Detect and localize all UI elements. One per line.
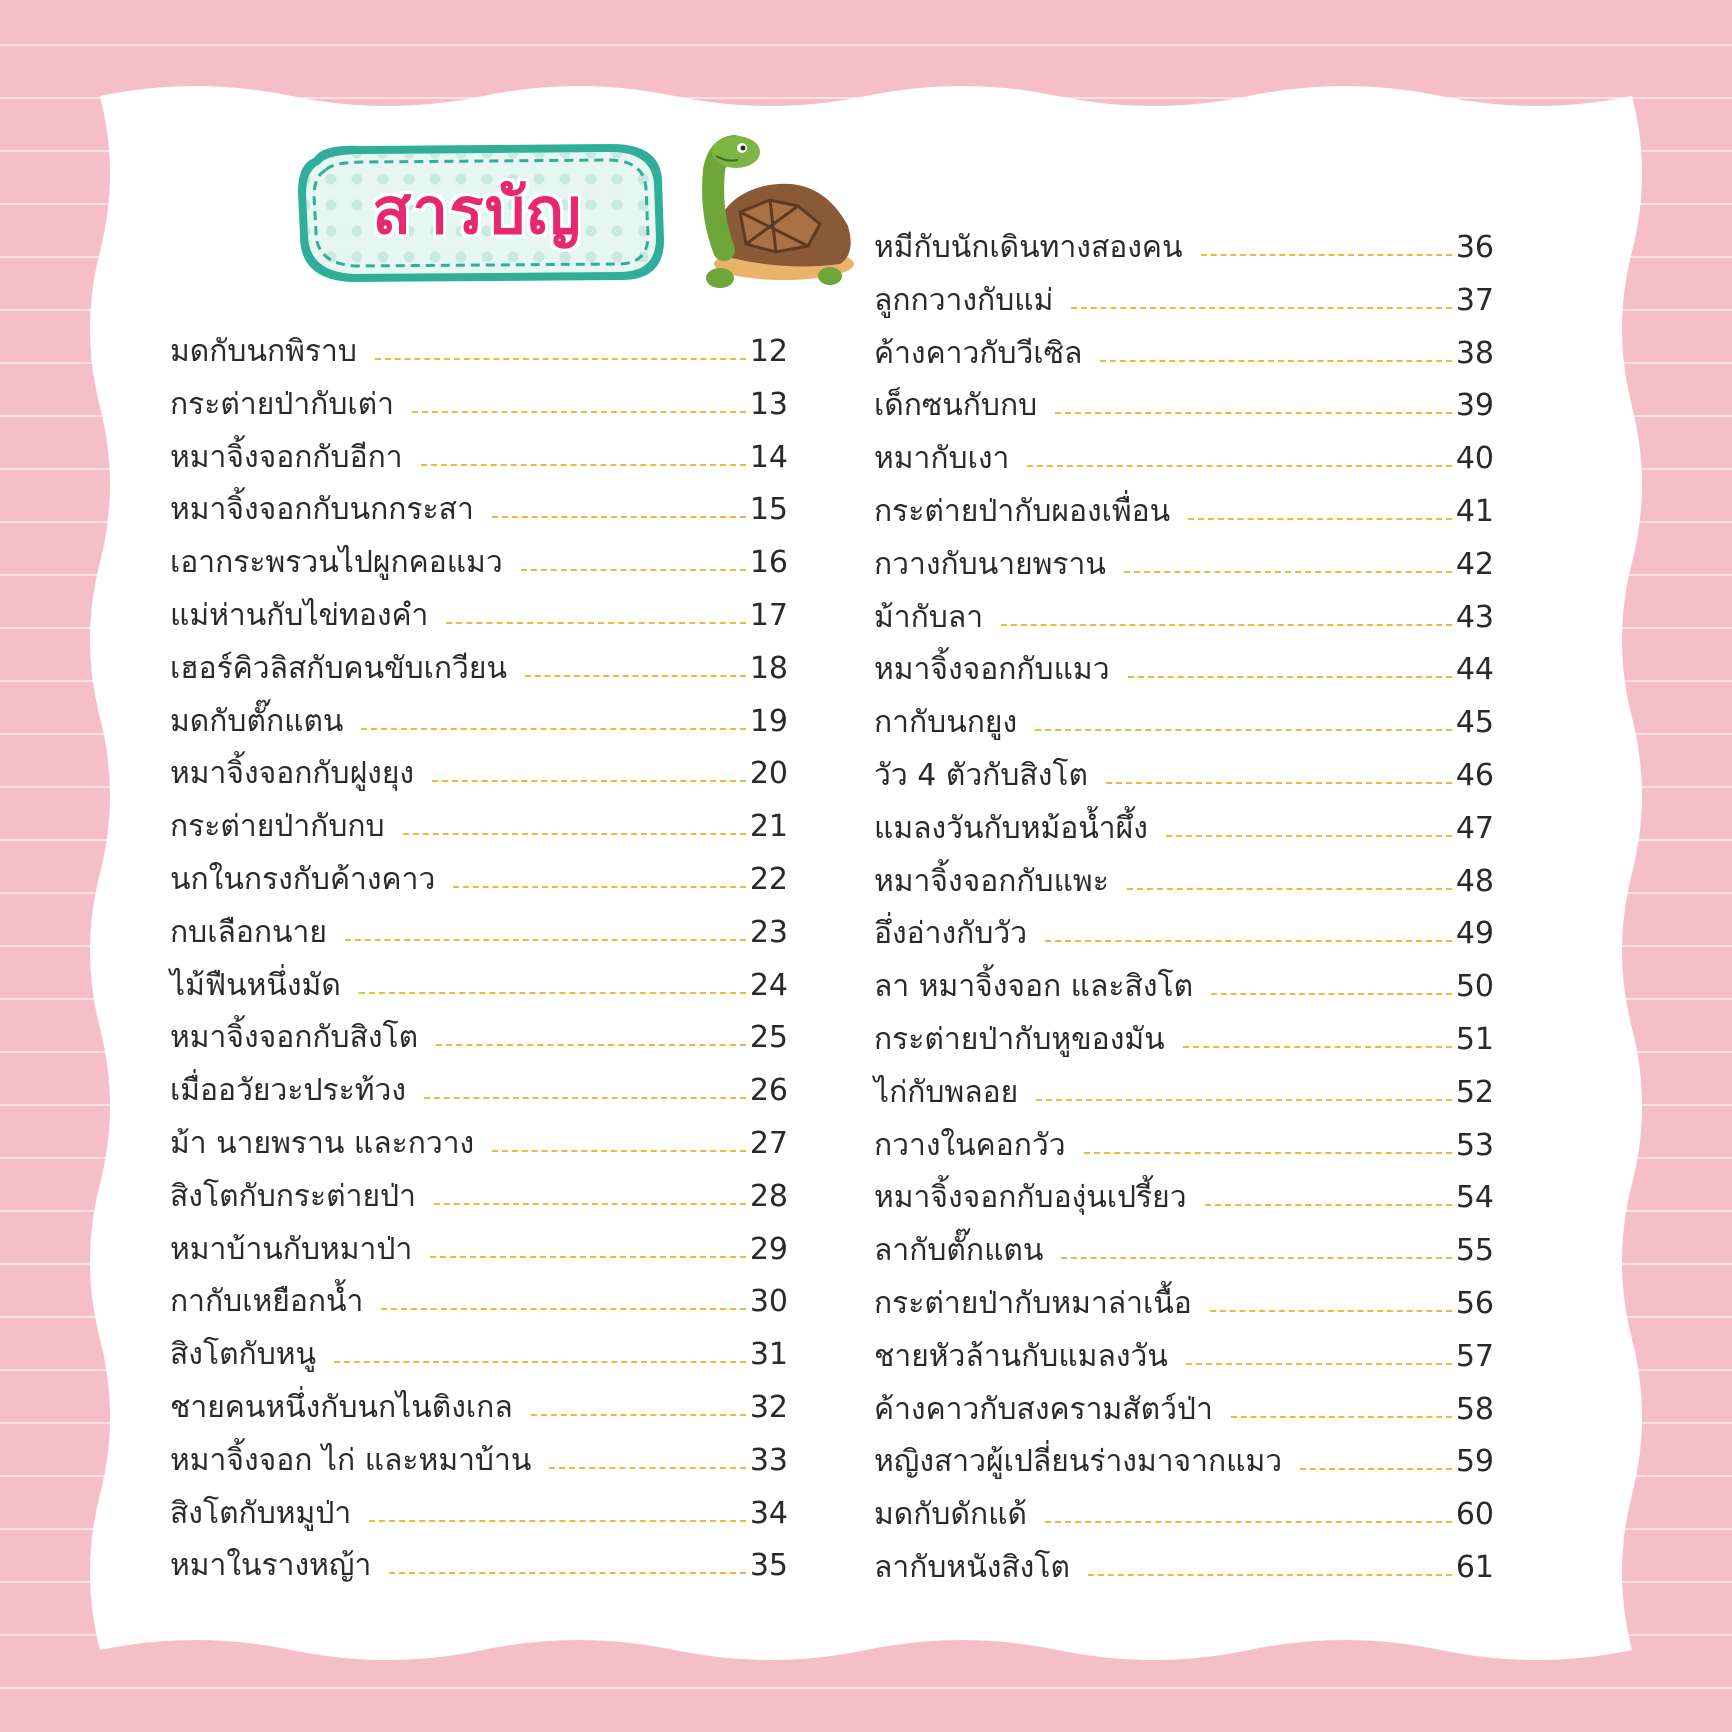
dotted-leader [1186, 1363, 1452, 1365]
dotted-leader [1045, 940, 1452, 942]
dotted-leader [1035, 729, 1452, 731]
toc-entry-title: กวางกับนายพราน [874, 546, 1106, 582]
toc-entry-page-number: 12 [749, 334, 788, 369]
toc-entry-page-number: 51 [1455, 1022, 1494, 1057]
dotted-leader [1211, 993, 1452, 995]
dotted-leader [432, 780, 746, 782]
toc-entry-title: ไม้ฟืนหนึ่งมัด [170, 967, 341, 1003]
toc-entry-title: หมาจิ้งจอก ไก่ และหมาบ้าน [170, 1442, 532, 1478]
toc-entry-title: หมาจิ้งจอกกับฝูงยุง [170, 756, 415, 792]
toc-entry-title: วัว 4 ตัวกับสิงโต [874, 758, 1088, 793]
toc-entry-title: ไก่กับพลอย [874, 1074, 1019, 1110]
toc-entry-page-number: 36 [1455, 230, 1494, 265]
dotted-leader [1045, 1521, 1452, 1523]
toc-entry[interactable] [170, 529, 788, 579]
dotted-leader [369, 1520, 746, 1522]
toc-entry-title: ค้างคาวกับวีเซิล [874, 335, 1083, 371]
toc-entry[interactable] [874, 372, 1494, 422]
toc-entry-page-number: 29 [749, 1231, 788, 1267]
toc-entry-title: หมาจิ้งจอกกับสิงโต [170, 1020, 419, 1056]
toc-entry-page-number: 24 [749, 967, 788, 1003]
toc-entry-page-number: 13 [749, 386, 788, 422]
toc-entry-page-number: 60 [1455, 1497, 1494, 1533]
toc-entry-title: ลูกกวางกับแม่ [874, 282, 1054, 318]
dotted-leader [430, 1256, 746, 1258]
toc-entry-title: กระต่ายป่ากับหมาล่าเนื้อ [874, 1286, 1192, 1321]
toc-entry-title: แมลงวันกับหม้อน้ำผึ้ง [874, 810, 1148, 846]
toc-entry-title: หมีกับนักเดินทางสองคน [874, 230, 1183, 265]
toc-entry[interactable] [874, 795, 1494, 845]
toc-entry-page-number: 17 [749, 598, 788, 633]
toc-entry-title: อึ่งอ่างกับวัว [874, 916, 1028, 952]
toc-entry-page-number: 54 [1455, 1180, 1494, 1216]
toc-entry[interactable] [874, 1217, 1494, 1267]
toc-entry-title: หมาจิ้งจอกกับอีกา [170, 439, 403, 475]
dotted-leader [453, 886, 746, 888]
toc-entry-title: เฮอร์คิวลิสกับคนขับเกวียน [170, 650, 507, 686]
toc-entry-page-number: 33 [749, 1442, 788, 1478]
toc-entry[interactable] [874, 584, 1494, 634]
toc-entry[interactable] [170, 582, 788, 632]
toc-entry[interactable] [170, 793, 788, 843]
toc-entry-title: กระต่ายป่ากับหูของมัน [874, 1022, 1165, 1057]
dotted-leader [1201, 254, 1452, 256]
toc-entry-page-number: 16 [749, 545, 788, 581]
dotted-leader [1036, 1099, 1452, 1101]
dotted-leader [1027, 465, 1451, 467]
toc-entry-page-number: 56 [1455, 1286, 1494, 1321]
toc-entry[interactable] [170, 952, 788, 1002]
toc-entry-page-number: 19 [749, 703, 788, 739]
dotted-leader [412, 411, 746, 413]
dotted-leader [375, 358, 746, 360]
toc-entry[interactable] [170, 424, 788, 474]
dotted-leader [1127, 888, 1452, 890]
toc-entry-title: หมาในรางหญ้า [170, 1548, 372, 1584]
toc-entry-title: หมาบ้านกับหมาป่า [170, 1231, 413, 1267]
dotted-leader [492, 1150, 746, 1152]
toc-entry[interactable] [170, 1163, 788, 1213]
toc-entry-page-number: 37 [1455, 282, 1494, 318]
toc-entry-title: กวางในคอกวัว [874, 1127, 1066, 1163]
dotted-leader [345, 939, 746, 941]
toc-entry-page-number: 55 [1455, 1233, 1494, 1269]
toc-entry-page-number: 18 [749, 650, 788, 686]
dotted-leader [389, 1572, 745, 1574]
toc-entry[interactable] [874, 1428, 1494, 1478]
dotted-leader [1124, 571, 1452, 573]
toc-entry-title: กระต่ายป่ากับเต่า [170, 386, 394, 422]
toc-entry-page-number: 22 [749, 862, 788, 897]
toc-entry-title: เมื่ออวัยวะประท้วง [170, 1073, 406, 1109]
toc-entry[interactable] [170, 1110, 788, 1160]
toc-entry-page-number: 34 [749, 1495, 788, 1531]
toc-entry-page-number: 57 [1455, 1338, 1494, 1374]
dotted-leader [1166, 835, 1452, 837]
toc-entry-title: หญิงสาวผู้เปลี่ยนร่างมาจากแมว [874, 1444, 1283, 1480]
toc-entry[interactable] [874, 1481, 1494, 1531]
toc-entry-page-number: 20 [749, 756, 788, 792]
dotted-leader [1188, 518, 1452, 520]
toc-entry-title: มดกับนกพิราบ [170, 334, 357, 369]
dotted-leader [1300, 1468, 1452, 1470]
toc-entry-page-number: 59 [1455, 1444, 1494, 1480]
toc-entry[interactable] [874, 1112, 1494, 1162]
toc-entry[interactable] [874, 1164, 1494, 1214]
toc-entry-title: กากับนกยูง [874, 705, 1018, 741]
toc-entry-title: ลากับหนังสิงโต [874, 1550, 1070, 1585]
dotted-leader [334, 1361, 746, 1363]
toc-entry-title: หมากับเงา [874, 441, 1010, 477]
toc-entry[interactable] [170, 476, 788, 526]
toc-entry-title: มดกับดักแด้ [874, 1497, 1027, 1533]
toc-entry-page-number: 47 [1455, 810, 1494, 846]
toc-entry[interactable] [874, 636, 1494, 686]
toc-entry[interactable] [170, 1004, 788, 1054]
toc-entry-page-number: 58 [1455, 1391, 1494, 1427]
toc-entry-page-number: 46 [1455, 758, 1494, 793]
dotted-leader [549, 1467, 745, 1469]
dotted-leader [1055, 412, 1452, 414]
toc-entry-title: ชายคนหนึ่งกับนกไนติงเกล [170, 1390, 513, 1425]
dotted-leader [1231, 1416, 1452, 1418]
dotted-leader [1210, 1310, 1452, 1312]
turtle-illustration [680, 130, 860, 300]
toc-entry-page-number: 61 [1455, 1550, 1494, 1585]
toc-entry-title: สิงโตกับหนู [170, 1337, 317, 1373]
toc-entry-page-number: 25 [749, 1020, 788, 1056]
toc-entry-page-number: 27 [749, 1126, 788, 1161]
toc-entry-page-number: 43 [1455, 599, 1494, 635]
toc-entry-page-number: 38 [1455, 335, 1494, 371]
toc-entry-page-number: 32 [749, 1390, 788, 1425]
dotted-leader [436, 1044, 746, 1046]
dotted-leader [521, 569, 746, 571]
dotted-leader [359, 992, 746, 994]
toc-entry-page-number: 15 [749, 492, 788, 528]
toc-entry-title: หมาจิ้งจอกกับแมว [874, 652, 1110, 688]
toc-entry-page-number: 31 [749, 1337, 788, 1373]
dotted-leader [1001, 624, 1452, 626]
toc-entry-title: แม่ห่านกับไข่ทองคำ [170, 598, 429, 633]
toc-entry[interactable] [170, 688, 788, 738]
dotted-leader [446, 622, 745, 624]
toc-entry[interactable] [874, 1270, 1494, 1320]
toc-entry-page-number: 42 [1455, 546, 1494, 582]
toc-entry[interactable] [874, 1376, 1494, 1426]
toc-entry[interactable] [874, 478, 1494, 528]
toc-entry-title: เด็กซนกับกบ [874, 388, 1038, 424]
page-title: สารบัญ [372, 175, 582, 249]
toc-entry-page-number: 53 [1455, 1127, 1494, 1163]
toc-entry-page-number: 45 [1455, 705, 1494, 741]
toc-entry[interactable] [874, 689, 1494, 739]
toc-entry-title: กบเลือกนาย [170, 914, 327, 950]
toc-entry[interactable] [874, 900, 1494, 950]
dotted-leader [1100, 360, 1451, 362]
toc-entry[interactable] [170, 846, 788, 896]
toc-entry-title: มดกับตั๊กแตน [170, 703, 344, 739]
toc-entry[interactable] [874, 848, 1494, 898]
dotted-leader [361, 728, 745, 730]
toc-entry-title: หมาจิ้งจอกกับแพะ [874, 863, 1109, 899]
toc-entry-page-number: 48 [1455, 863, 1494, 899]
toc-entry[interactable] [170, 318, 788, 368]
toc-entry[interactable] [170, 899, 788, 949]
toc-entry-title: เอากระพรวนไปผูกคอแมว [170, 545, 503, 581]
dotted-leader [421, 464, 746, 466]
toc-entry-title: ม้ากับลา [874, 599, 984, 635]
toc-entry[interactable] [170, 1057, 788, 1107]
toc-entry-page-number: 49 [1455, 916, 1494, 952]
toc-entry-page-number: 21 [749, 809, 788, 845]
dotted-leader [1205, 1204, 1452, 1206]
toc-entry-page-number: 14 [749, 439, 788, 475]
dotted-leader [381, 1308, 745, 1310]
toc-entry[interactable] [170, 1480, 788, 1530]
toc-entry-page-number: 35 [749, 1548, 788, 1584]
dotted-leader [403, 833, 746, 835]
toc-entry[interactable] [170, 1321, 788, 1371]
dotted-leader [1128, 676, 1452, 678]
toc-entry-page-number: 50 [1455, 969, 1494, 1005]
toc-entry-title: กระต่ายป่ากับผองเพื่อน [874, 494, 1171, 529]
toc-entry[interactable] [874, 531, 1494, 581]
toc-entry-title: นกในกรงกับค้างคาว [170, 862, 436, 897]
toc-entry-title: หมาจิ้งจอกกับนกกระสา [170, 492, 474, 528]
dotted-leader [525, 675, 746, 677]
toc-entry[interactable] [874, 267, 1494, 317]
toc-entry[interactable] [170, 1532, 788, 1582]
toc-entry[interactable] [170, 1268, 788, 1318]
toc-entry-page-number: 28 [749, 1178, 788, 1214]
toc-entry-title: สิงโตกับหมูป่า [170, 1495, 352, 1531]
toc-entry[interactable] [874, 320, 1494, 370]
dotted-leader [1088, 1574, 1452, 1576]
toc-entry-page-number: 40 [1455, 441, 1494, 477]
toc-entry-page-number: 52 [1455, 1074, 1494, 1110]
dotted-leader [1071, 307, 1451, 309]
dotted-leader [1084, 1152, 1452, 1154]
toc-entry[interactable] [170, 1216, 788, 1266]
dotted-leader [1183, 1046, 1452, 1048]
toc-entry-title: หมาจิ้งจอกกับองุ่นเปรี้ยว [874, 1180, 1187, 1216]
toc-entry[interactable] [170, 1374, 788, 1424]
toc-entry-page-number: 26 [749, 1073, 788, 1109]
toc-entry-title: กากับเหยือกน้ำ [170, 1284, 364, 1320]
dotted-leader [424, 1097, 746, 1099]
toc-entry[interactable] [170, 740, 788, 790]
dotted-leader [531, 1414, 746, 1416]
toc-entry[interactable] [874, 1534, 1494, 1584]
toc-entry-title: สิงโตกับกระต่ายป่า [170, 1178, 416, 1214]
toc-entry[interactable] [170, 635, 788, 685]
toc-entry-title: ม้า นายพราน และกวาง [170, 1126, 475, 1161]
toc-entry-title: ลากับตั๊กแตน [874, 1233, 1044, 1269]
toc-entry-page-number: 44 [1455, 652, 1494, 688]
toc-entry-title: กระต่ายป่ากับกบ [170, 809, 385, 845]
toc-entry-title: ค้างคาวกับสงครามสัตว์ป่า [874, 1391, 1213, 1427]
dotted-leader [434, 1203, 746, 1205]
toc-entry[interactable] [874, 1323, 1494, 1373]
toc-entry[interactable] [874, 1006, 1494, 1056]
toc-entry[interactable] [170, 371, 788, 421]
toc-entry-title: ลา หมาจิ้งจอก และสิงโต [874, 969, 1194, 1005]
toc-entry-page-number: 30 [749, 1284, 788, 1320]
toc-entry-page-number: 39 [1455, 388, 1494, 424]
toc-entry-page-number: 23 [749, 914, 788, 950]
toc-entry[interactable] [170, 1427, 788, 1477]
dotted-leader [492, 516, 746, 518]
toc-entry[interactable] [874, 742, 1494, 792]
toc-entry[interactable] [874, 425, 1494, 475]
dotted-leader [1061, 1257, 1451, 1259]
toc-entry-title: ชายหัวล้านกับแมลงวัน [874, 1338, 1168, 1374]
toc-entry[interactable] [874, 214, 1494, 264]
toc-entry[interactable] [874, 1059, 1494, 1109]
toc-entry-page-number: 41 [1455, 494, 1494, 529]
toc-entry[interactable] [874, 953, 1494, 1003]
dotted-leader [1106, 782, 1452, 784]
